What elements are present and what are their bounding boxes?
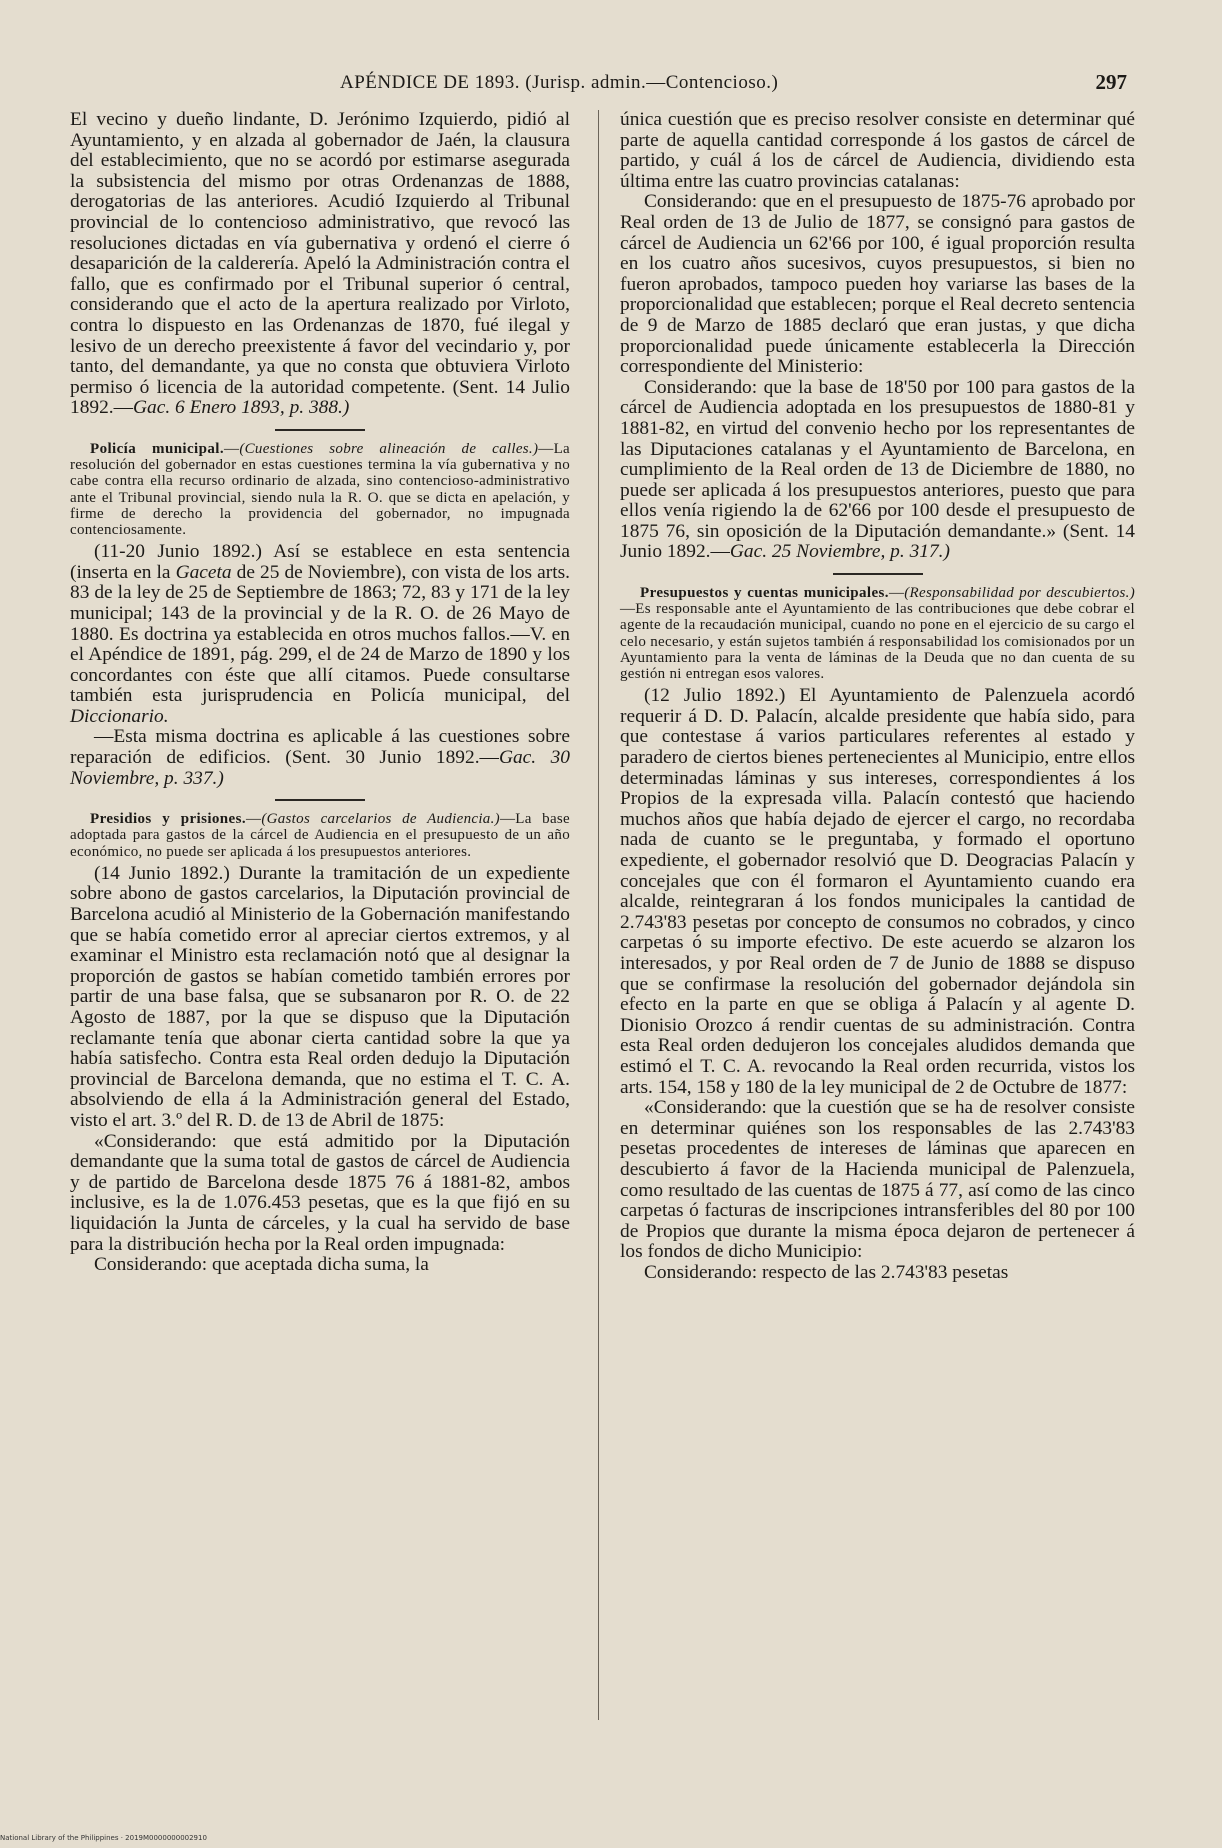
paragraph: única cuestión que es preciso resolver consiste en determinar qué parte de aquella cantidad corresponde á los gastos de cárcel de partido, y cuál á los de cárcel de Audiencia, dividiendo esta última entre las cuatro provincias catalanas: bbox=[620, 109, 1135, 192]
paragraph: Considerando: que la base de 18'50 por 100 para gastos de la cárcel de Audiencia adoptada en los presupuestos de 1880-81 y 1881-82, en virtud del convenio hecho por los representantes de las Diputaciones catalanas y el Ayuntamiento de Barcelona, en cumplimiento de la Real orden de 13 de Diciembre de 1880, no puede ser aplicada á los presupuestos anteriores, puesto que para ellos venía rigiendo la de 62'66 por 100 desde el presupuesto de 1875 76, sin oposición de la Diputación demandante.» (Sent. 14 Junio 1892.—Gac. 25 Noviembre, p. 317.) bbox=[620, 376, 1135, 563]
section-divider bbox=[275, 799, 365, 801]
paragraph: Considerando: respecto de las 2.743'83 pesetas bbox=[644, 1261, 1009, 1283]
section-divider bbox=[833, 573, 923, 575]
paragraph: (12 Julio 1892.) El Ayuntamiento de Palenzuela acordó requerir á D. D. Palacín, alcalde presidente que había sido, para que contestase á varios particulares referentes al estado y paradero de ciertos bienes pertenecientes al Municipio, entre ellos determinadas láminas y sus intereses, correspondientes á los Propios de la expresada villa. Palacín contestó que haciendo muchos años que había dejado de ejercer el cargo, no recordaba nada de cuanto se le preguntaba, y formado el oportuno expediente, el gobernador resolvió que D. Deogracias Palacín y concejales que con él formaron el Ayuntamiento cuando era alcalde, reintegraran á los fondos municipales la cantidad de 2.743'83 pesetas por concepto de consumos no cobrados, y cinco carpetas ó su importe efectivo. De este acuerdo se alzaron los interesados, y por Real orden de 7 de Junio de 1888 se dispuso que se confirmase la resolución del gobernador dejándola sin efecto en la parte en que se obliga á Palacín y al agente D. Dionisio Orozco á rendir cuentas de su administración. Contra esta Real orden dedujeron los concejales aludidos demanda que estimó el T. C. A. revocando la Real orden recurrida, vistos los arts. 154, 158 y 180 de la ley municipal de 2 de Octubre de 1877: bbox=[620, 685, 1135, 1098]
section-divider bbox=[275, 429, 365, 431]
column-rule bbox=[598, 110, 599, 1720]
paragraph: Considerando: que aceptada dicha suma, la bbox=[94, 1254, 429, 1276]
page-header bbox=[70, 68, 1127, 100]
paragraph: (14 Junio 1892.) Durante la tramitación de un expediente sobre abono de gastos carcelarios, la Diputación provincial de Barcelona acudió al Ministerio de la Gobernación manifestando que se había cometido error al apreciar ciertos extremos, y al examinar el Ministro esta reclamación notó que al designar la proporción de gastos se habían cometido también errores por partir de una base falsa, que se subsanaron por R. O. de 22 Agosto de 1887, por la que se dispuso que la Diputación reclamante tenía que abonar cierta cantidad sobre la que ya había satisfecho. Contra esta Real orden dedujo la Diputación provincial de Barcelona demanda, que no estima el T. C. A. absolviendo de ella á la Administración general del Estado, visto el art. 3.º del R. D. de 13 de Abril de 1875: bbox=[70, 862, 570, 1131]
paragraph: «Considerando: que la cuestión que se ha de resolver consiste en determinar quiénes son los responsables de las 2.743'83 pesetas procedentes de intereses de láminas que aparecen en descubierto á favor de la Hacienda municipal de Palenzuela, como resultado de las cuentas de 1875 á 77, así como de las cinco carpetas ó facturas de inscripciones intransferibles del 80 por 100 de Propios que durante la misma época dejaron de pertenecer á los fondos de dicho Municipio: bbox=[620, 1097, 1135, 1263]
paragraph: El vecino y dueño lindante, D. Jerónimo Izquierdo, pidió al Ayuntamiento, y en alzada al gobernador de Jaén, la clausura del establecimiento, que no se acordó por estimarse asegurada la subsistencia del mismo por otras Ordenanzas de 1888, derogatorias de las anteriores. Acudió Izquierdo al Tribunal provincial de lo contencioso administrativo, que revocó las resoluciones dictadas en vía gubernativa y ordenó el cierre ó desaparición de la calderería. Apeló la Administración contra el fallo, que es confirmado por el Tribunal superior ó central, considerando que el acto de la apertura realizado por Virloto, contra lo dispuesto en las Ordenanzas de 1870, fué ilegal y lesivo de un derecho preexistente á favor del vecindario y, por tanto, del demandante, ya que no consta que obtuviera Virloto permiso ó licencia de la autoridad competente. (Sent. 14 Julio 1892.—Gac. 6 Enero 1893, p. 388.) bbox=[70, 109, 570, 419]
running-head: APÉNDICE DE 1893. (Jurisp. admin.—Contencioso.) bbox=[340, 72, 779, 93]
page-number: 297 bbox=[1095, 70, 1127, 94]
section-title: Policía municipal. bbox=[90, 440, 224, 457]
section-title: Presupuestos y cuentas municipales. bbox=[640, 585, 889, 602]
section-title: Presidios y prisiones. bbox=[90, 811, 246, 828]
paragraph: (11-20 Junio 1892.) Así se establece en esta sentencia (inserta en la Gaceta de 25 de Noviembre), con vista de los arts. 83 de la ley de 25 de Septiembre de 1863; 72, 83 y 171 de la ley municipal; 143 de la provincial y de la R. O. de 26 Mayo de 1880. Es doctrina ya establecida en otros muchos fallos.—V. en el Apéndice de 1891, pág. 299, el de 24 de Marzo de 1890 y los concordantes con éste que allí citamos. Puede consultarse también esta jurisprudencia en Policía municipal, del Diccionario. bbox=[70, 541, 571, 727]
paragraph: Considerando: que en el presupuesto de 1875-76 aprobado por Real orden de 13 de Julio de 1877, se consignó para gastos de cárcel de Audiencia un 62'66 por 100, é igual proporción resulta en los cuatro años sucesivos, cuyos presupuestos, si bien no fueron aprobados, tampoco pueden hoy variarse las bases de la proporcionalidad que establecen; porque el Real decreto sentencia de 9 de Marzo de 1885 declaró que eran justas, y que dicha proporcionalidad puede únicamente establecerla la Dirección correspondiente del Ministerio: bbox=[620, 191, 1135, 378]
scan-footer: National Library of the Philippines · 2019M0000000002910 bbox=[0, 1834, 207, 1842]
paragraph: «Considerando: que está admitido por la Diputación demandante que la suma total de gastos de cárcel de Audiencia y de partido de Barcelona desde 1875 76 á 1881-82, ambos inclusive, es la de 1.076.453 pesetas, que es la que fijó en su liquidación la Junta de cárceles, y la cual ha servido de base para la distribución hecha por la Real orden impugnada: bbox=[70, 1130, 570, 1255]
section-summary: Policía municipal.—(Cuestiones sobre alineación de calles.)—La resolución del gobernador en estas cuestiones termina la vía gubernativa y no cabe contra ella recurso ordinario de alzada, sino contencioso-administrativo ante el Tribunal provincial, siendo nula la R. O. que se dicta en apelación, y firme de derecho la providencia del gobernador, no impugnada contenciosamente. bbox=[70, 440, 570, 538]
right-column bbox=[620, 110, 1135, 1284]
section-summary: Presupuestos y cuentas municipales.—(Responsabilidad por descubiertos.)—Es responsable ante el Ayuntamiento de las contribuciones que debe cobrar el agente de la recaudación municipal, cuando no pone en el ejercicio de su cargo el celo necesario, y están sujetos también á responsabilidad los comisionados por un Ayuntamiento para la venta de láminas de la Deuda que no dan cuenta de su gestión ni entregan esos valores. bbox=[620, 585, 1136, 683]
left-column bbox=[70, 110, 570, 1276]
paragraph: —Esta misma doctrina es aplicable á las cuestiones sobre reparación de edificios. (Sent. 30 Junio 1892.—Gac. 30 Noviembre, p. 337.) bbox=[70, 726, 570, 789]
section-summary: Presidios y prisiones.—(Gastos carcelarios de Audiencia.)—La base adoptada para gastos de la cárcel de Audiencia en el presupuesto de un año económico, no puede ser aplicada á los presupuestos anteriores. bbox=[70, 811, 571, 860]
